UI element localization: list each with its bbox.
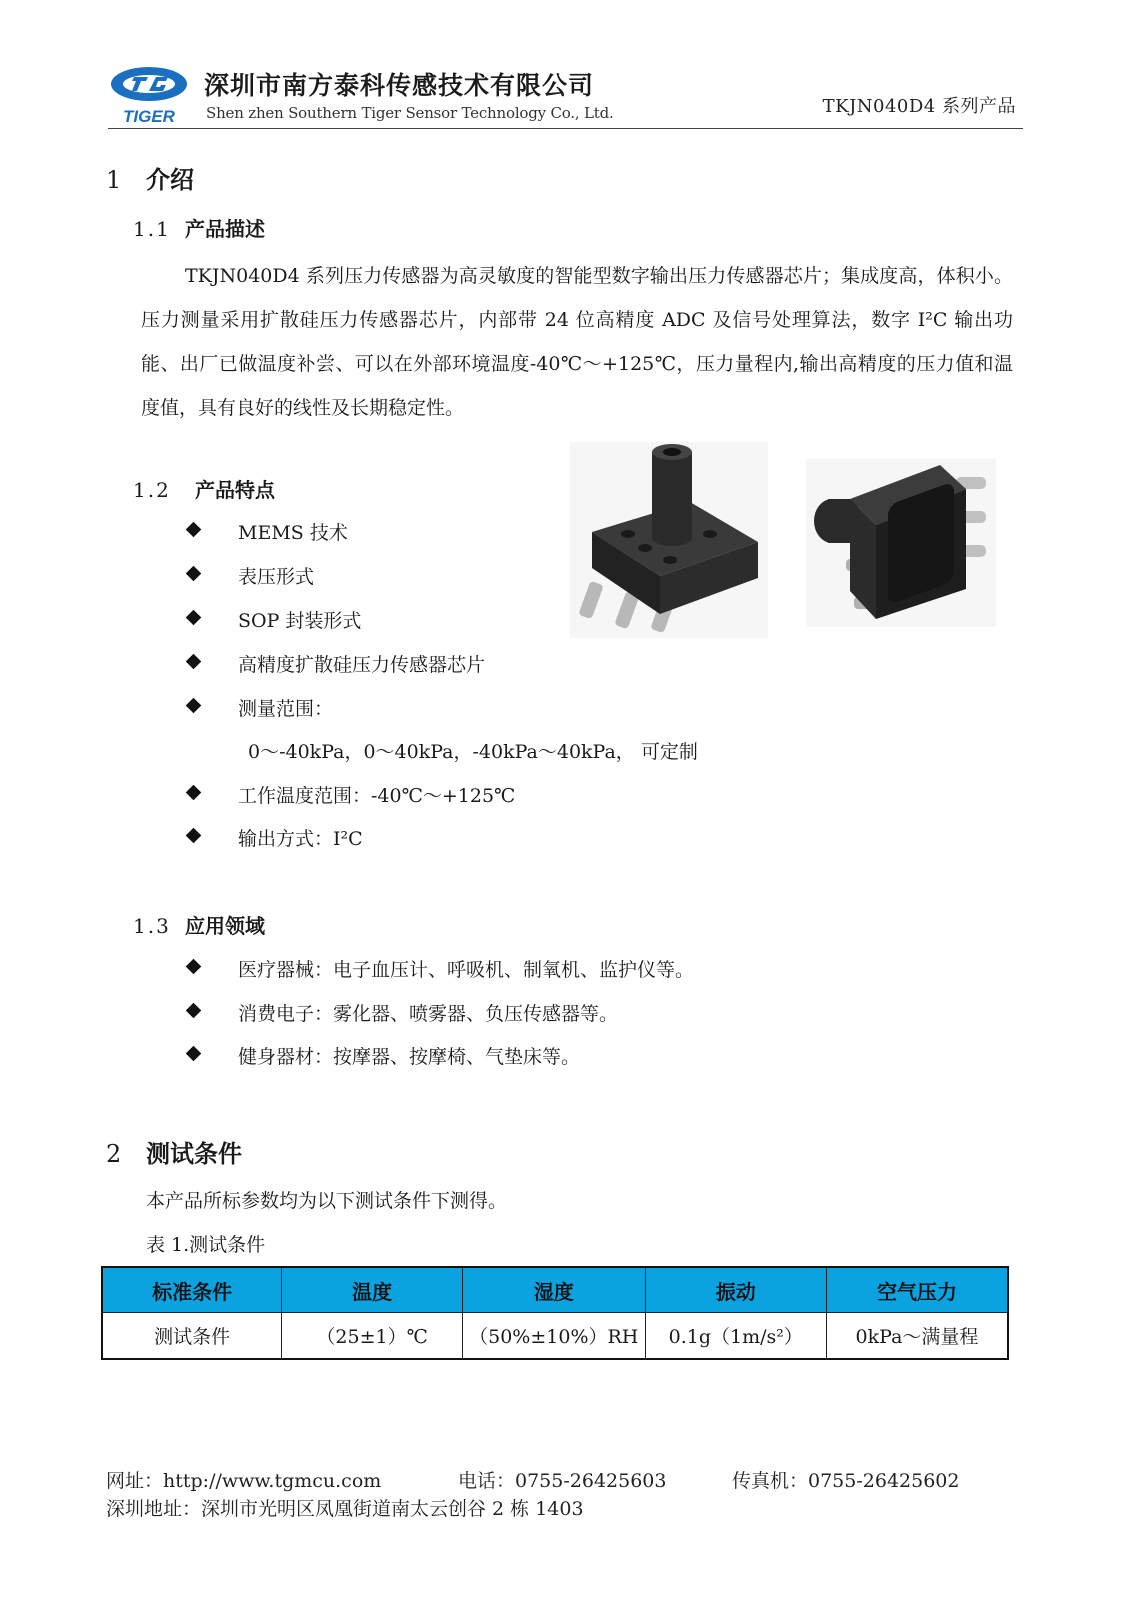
bullet-diamond-icon [186, 785, 202, 801]
table-cell: 0kPa～满量程 [826, 1313, 1008, 1360]
table-cell: 0.1g（1m/s²） [645, 1313, 826, 1360]
range-detail: 0～-40kPa，0～40kPa，-40kPa～40kPa， 可定制 [248, 741, 698, 763]
bullet-diamond-icon [186, 566, 202, 582]
product-image-front [570, 442, 768, 638]
section-1-1-heading [133, 213, 265, 242]
bullet-diamond-icon [186, 959, 202, 975]
section-number: 1 [106, 166, 122, 194]
table-header-row [102, 1267, 1008, 1313]
table-caption: 表 1.测试条件 [146, 1234, 266, 1256]
section-title: 介绍 [146, 165, 194, 194]
test-conditions-table [101, 1266, 1009, 1360]
header-divider [108, 128, 1023, 129]
test-intro: 本产品所标参数均为以下测试条件下测得。 [146, 1190, 508, 1212]
bullet-diamond-icon [186, 1003, 202, 1019]
section-title: 产品描述 [185, 217, 265, 241]
section-title: 产品特点 [195, 478, 275, 502]
section-number: 1.3 [133, 914, 171, 938]
table-header-cell: 空气压力 [826, 1267, 1008, 1313]
table-header-cell: 温度 [282, 1267, 463, 1313]
bullet-diamond-icon [186, 654, 202, 670]
footer-fax: 传真机：0755-26425602 [732, 1470, 960, 1492]
section-number: 1.1 [133, 217, 171, 241]
section-1-heading [106, 160, 194, 195]
section-1-2-heading [133, 474, 275, 503]
table-row [102, 1313, 1008, 1360]
section-number: 2 [106, 1140, 122, 1168]
table-cell: （50%±10%）RH [462, 1313, 645, 1360]
product-description [141, 254, 1013, 430]
table-cell: 测试条件 [102, 1313, 282, 1360]
table-header-cell: 湿度 [462, 1267, 645, 1313]
table-cell: （25±1）℃ [282, 1313, 463, 1360]
company-name-cn: 深圳市南方泰科传感技术有限公司 [204, 71, 595, 100]
bullet-diamond-icon [186, 522, 202, 538]
footer-phone: 电话：0755-26425603 [458, 1470, 667, 1492]
product-image-side [806, 459, 996, 627]
bullet-diamond-icon [186, 610, 202, 626]
section-1-3-heading [133, 910, 265, 939]
section-title: 测试条件 [146, 1139, 242, 1168]
section-title: 应用领域 [185, 914, 265, 938]
section-2-heading [106, 1134, 242, 1169]
bullet-diamond-icon [186, 1046, 202, 1062]
footer-address: 深圳地址：深圳市光明区凤凰街道南太云创谷 2 栋 1403 [106, 1498, 584, 1520]
bullet-diamond-icon [186, 698, 202, 714]
company-logo [108, 62, 190, 128]
company-name-en: Shen zhen Southern Tiger Sensor Technology Co., Ltd. [206, 104, 614, 122]
footer-website: 网址：http://www.tgmcu.com [106, 1470, 382, 1492]
table-header-cell: 标准条件 [102, 1267, 282, 1313]
table-header-cell: 振动 [645, 1267, 826, 1313]
description-paragraph: TKJN040D4 系列压力传感器为高灵敏度的智能型数字输出压力传感器芯片；集成度高，体积小。压力测量采用扩散硅压力传感器芯片，内部带 24 位高精度 ADC 及信号处理算法，数字 I²C 输出功能、出厂已做温度补尝、可以在外部环境温度-40℃～+125℃，压力量程内,输出高精度的压力值和温度值，具有良好的线性及长期稳定性。 [141, 265, 1013, 419]
bullet-diamond-icon [186, 828, 202, 844]
section-number: 1.2 [133, 478, 171, 502]
logo-text: TIGER [123, 107, 175, 126]
product-series: TKJN040D4 系列产品 [822, 96, 1016, 117]
